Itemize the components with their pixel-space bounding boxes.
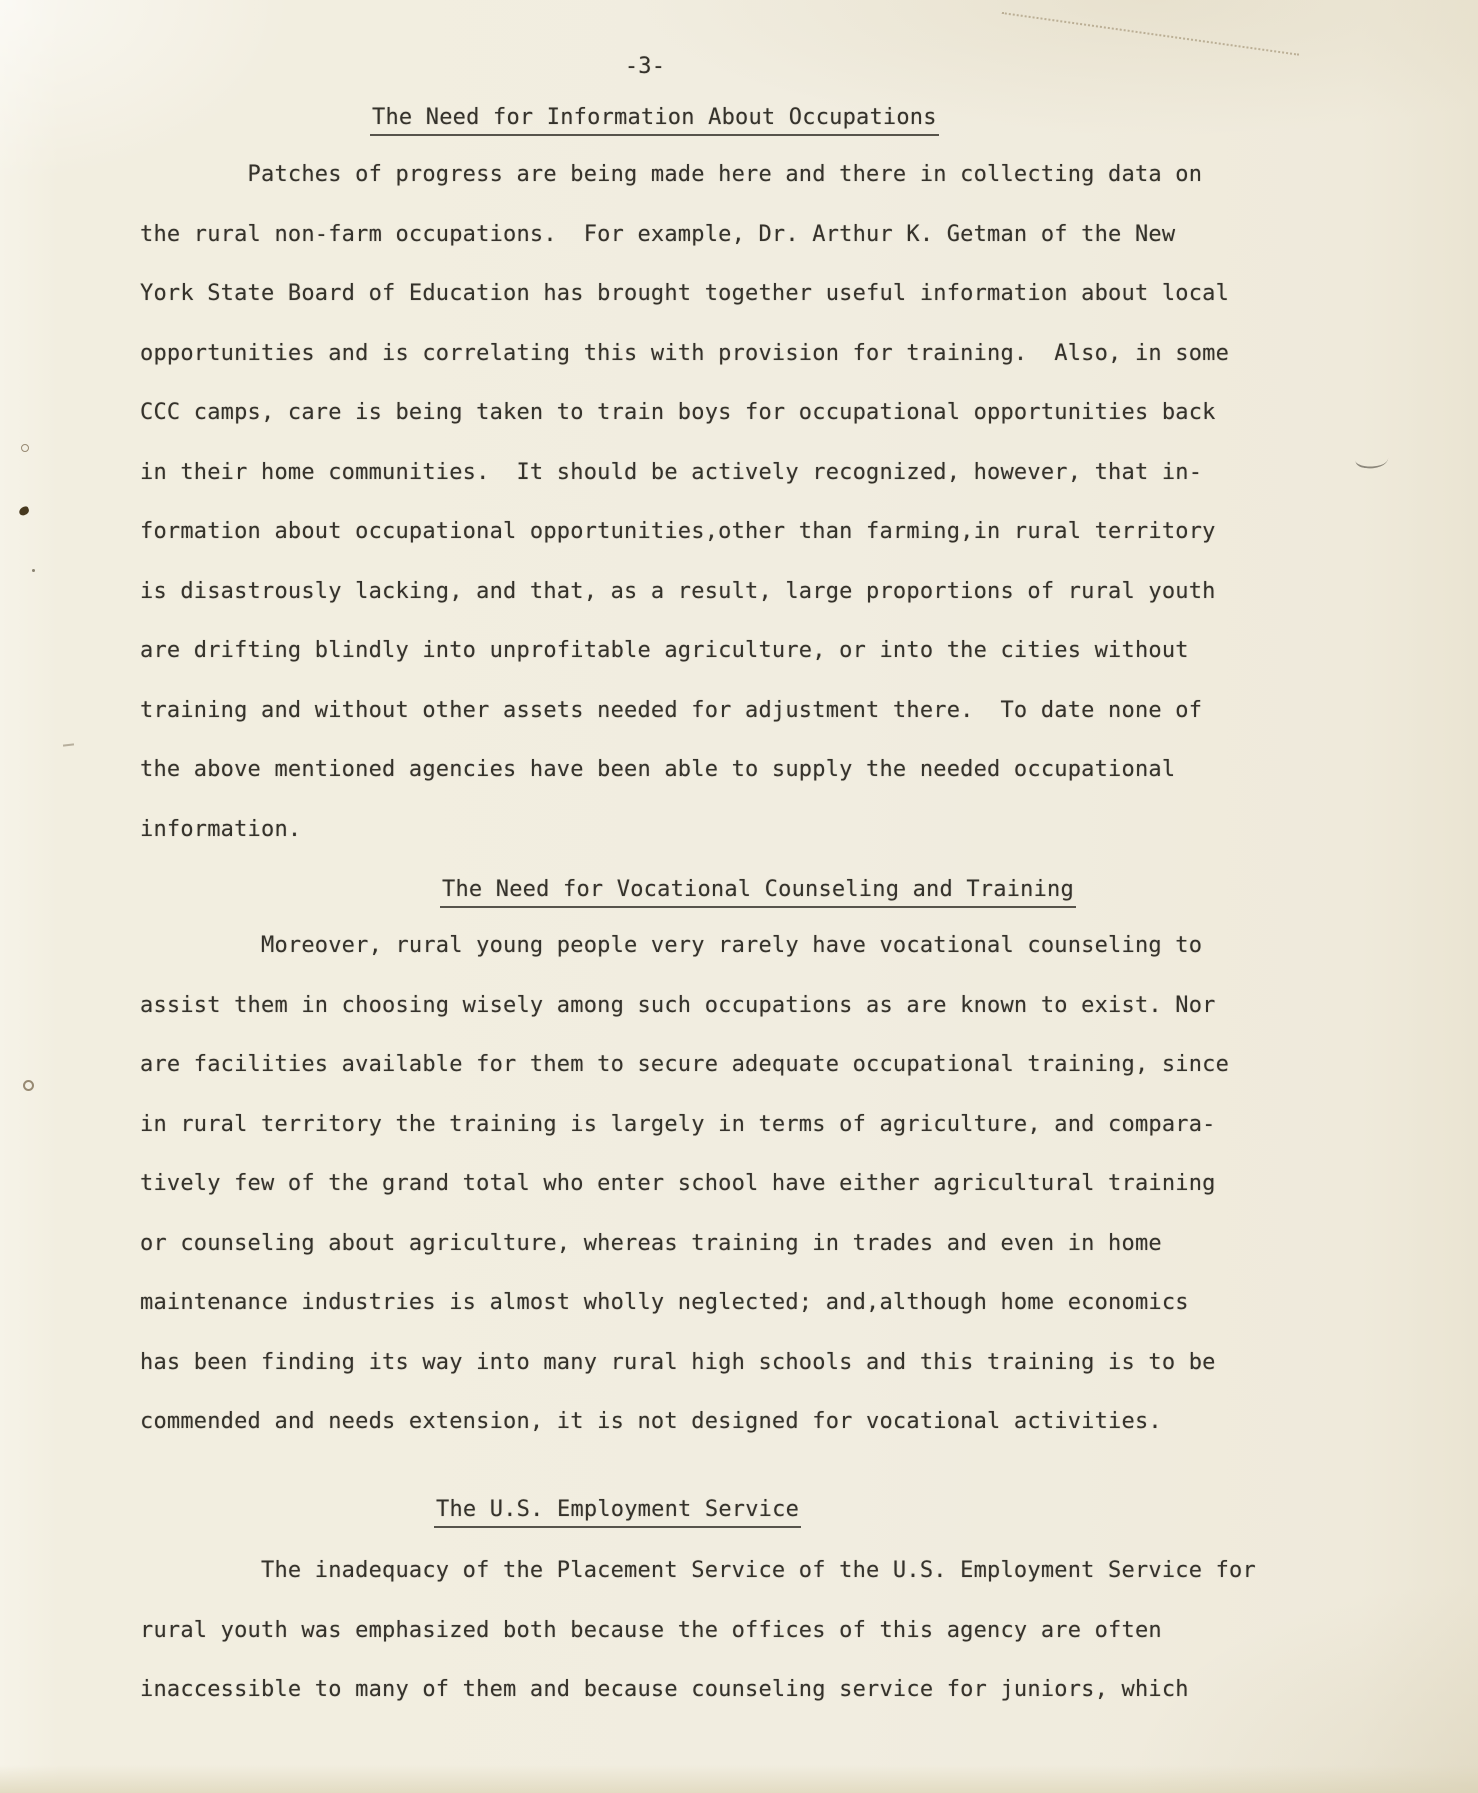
section-heading-information-about-occupations	[370, 106, 939, 136]
heading-text: The U.S. Employment Service	[434, 1498, 801, 1528]
text-line: in their home communities. It should be actively recognized, however, that in-	[140, 459, 1203, 485]
heading-text: The Need for Information About Occupations	[370, 106, 939, 136]
text-line: opportunities and is correlating this with provision for training. Also, in some	[140, 340, 1230, 366]
text-line: commended and needs extension, it is not designed for vocational activities.	[140, 1409, 1162, 1434]
text-line: is disastrously lacking, and that, as a result, large proportions of rural youth	[140, 578, 1216, 604]
text-line: are drifting blindly into unprofitable agriculture, or into the cities without	[140, 638, 1189, 663]
text-line: formation about occupational opportunities,other than farming,in rural territory	[140, 519, 1216, 544]
text-line: assist them in choosing wisely among such occupations as are known to exist. Nor	[140, 992, 1216, 1018]
ink-speck	[18, 506, 30, 517]
text-line: The inadequacy of the Placement Service of the U.S. Employment Service for	[140, 1558, 1256, 1583]
ink-speck	[32, 569, 35, 572]
text-line: or counseling about agriculture, whereas training in trades and even in home	[140, 1230, 1162, 1256]
text-line: Moreover, rural young people very rarely have vocational counseling to	[140, 933, 1203, 958]
paper-crease	[1002, 12, 1299, 56]
page-number: -3-	[624, 54, 666, 79]
paragraph-vocational-counseling-and-training	[140, 916, 1440, 1452]
text-line: maintenance industries is almost wholly neglected; and,although home economics	[140, 1290, 1189, 1315]
paragraph-us-employment-service	[140, 1541, 1440, 1720]
text-line: the rural non-farm occupations. For example, Dr. Arthur K. Getman of the New	[140, 221, 1176, 247]
section-heading-us-employment-service	[434, 1498, 801, 1528]
text-line: the above mentioned agencies have been able to supply the needed occupational	[140, 757, 1176, 782]
text-line: York State Board of Education has brought together useful information about local	[140, 281, 1230, 306]
ink-speck	[21, 444, 29, 452]
text-line: in rural territory the training is largely in terms of agriculture, and compara-	[140, 1111, 1216, 1137]
text-line: Patches of progress are being made here and there in collecting data on	[140, 162, 1203, 187]
text-line: tively few of the grand total who enter school have either agricultural training	[140, 1171, 1216, 1196]
text-line: information.	[140, 816, 302, 842]
text-line: CCC camps, care is being taken to train boys for occupational opportunities back	[140, 400, 1216, 425]
text-line: rural youth was emphasized both because the offices of this agency are often	[140, 1617, 1162, 1643]
text-line: has been finding its way into many rural high schools and this training is to be	[140, 1349, 1216, 1375]
ink-speck	[63, 743, 74, 746]
heading-text: The Need for Vocational Counseling and Training	[440, 878, 1076, 908]
paragraph-information-about-occupations	[140, 145, 1440, 859]
text-line: training and without other assets needed for adjustment there. To date none of	[140, 697, 1203, 723]
text-line: are facilities available for them to secure adequate occupational training, since	[140, 1052, 1230, 1077]
section-heading-vocational-counseling-and-training	[440, 878, 1076, 908]
ink-speck	[23, 1080, 34, 1091]
text-line: inaccessible to many of them and because counseling service for juniors, which	[140, 1677, 1189, 1702]
